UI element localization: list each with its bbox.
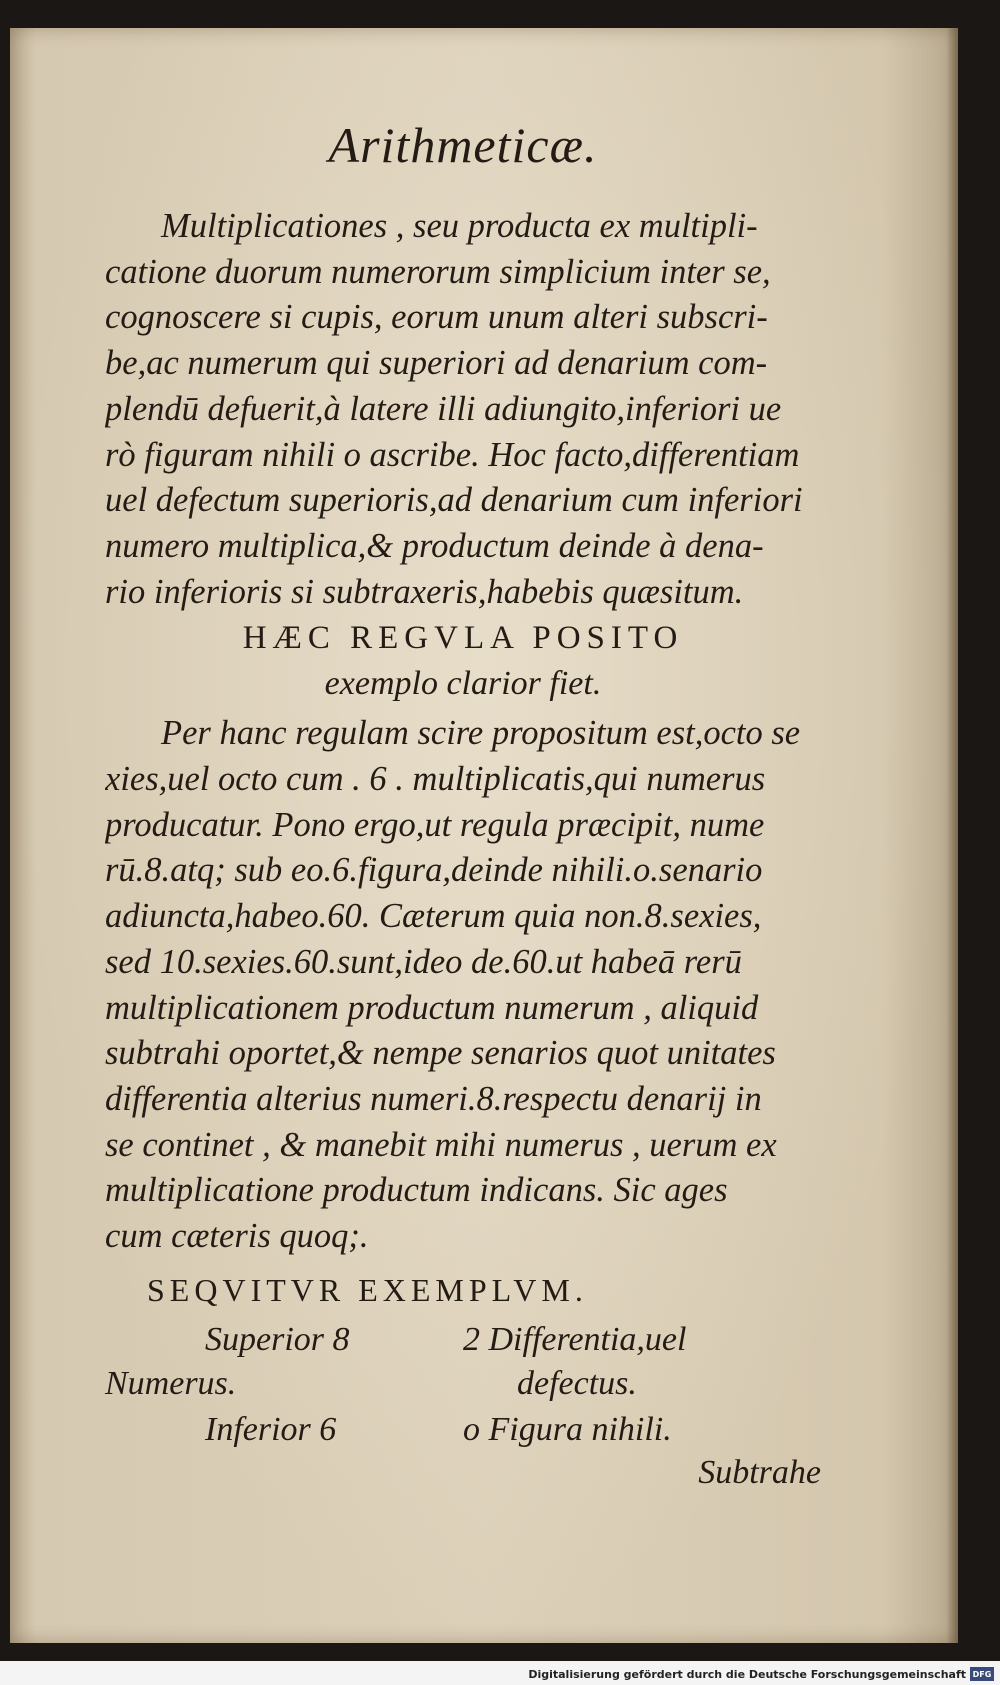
text-line: cum cæteris quoq;. <box>105 1217 369 1256</box>
section-heading: HÆC REGVLA POSITO <box>242 620 684 657</box>
paragraph-2 <box>105 711 821 1259</box>
text-line: rio inferioris si subtraxeris,habebis quæsitum. <box>105 572 744 611</box>
example-defectus: defectus. <box>517 1364 637 1402</box>
catchword: Subtrahe <box>698 1453 821 1491</box>
text-line: subtrahi oportet,& nempe senarios quot unitates <box>105 1034 776 1073</box>
footer-strip <box>0 1661 1000 1685</box>
text-line: rò figuram nihili o ascribe. Hoc facto,differentiam <box>105 435 800 474</box>
text-line: se continet , & manebit mihi numerus , uerum ex <box>105 1125 777 1164</box>
text-line: producatur. Pono ergo,ut regula præcipit, nume <box>105 805 765 844</box>
text-line: numero multiplica,& productum deinde à dena- <box>105 526 764 565</box>
page-edge-shadow <box>946 28 958 1643</box>
text-line: differentia alterius numeri.8.respectu denarij in <box>105 1079 762 1118</box>
text-line: adiuncta,habeo.60. Cæterum quia non.8.sexies, <box>105 897 762 936</box>
text-line: multiplicationem productum numerum , aliquid <box>105 988 759 1027</box>
text-line: sed 10.sexies.60.sunt,ideo de.60.ut habeā rerū <box>105 942 742 981</box>
example-figura: o Figura nihili. <box>463 1410 672 1448</box>
paragraph-1 <box>105 204 821 615</box>
example-heading: SEQVITVR EXEMPLVM. <box>147 1271 588 1308</box>
text-line: be,ac numerum qui superiori ad denarium com- <box>105 344 768 383</box>
text-line: Per hanc regulam scire propositum est,octo se <box>161 714 801 753</box>
book-page <box>10 28 958 1643</box>
text-line: plendū defuerit,à latere illi adiungito,inferiori ue <box>105 389 782 428</box>
section-subheading: exemplo clarior fiet. <box>324 665 602 703</box>
text-line: uel defectum superioris,ad denarium cum inferiori <box>105 481 803 520</box>
dfg-logo-icon <box>970 1667 994 1681</box>
example-numerus: Numerus. <box>105 1364 237 1402</box>
text-line: xies,uel octo cum . 6 . multiplicatis,qui numerus <box>105 760 766 799</box>
dfg-logo-text: DFG <box>972 1669 992 1679</box>
text-line: multiplicatione productum indicans. Sic ages <box>105 1171 728 1210</box>
text-line: Multiplicationes , seu producta ex multipli- <box>161 207 758 245</box>
running-head: Arithmeticæ. <box>328 117 598 173</box>
text-block <box>105 88 821 1504</box>
example-differentia: 2 Differentia,uel <box>463 1320 687 1358</box>
text-line: cognoscere si cupis, eorum unum alteri subscri- <box>105 298 768 337</box>
example-superior: Superior 8 <box>205 1320 350 1358</box>
text-line: catione duorum numerorum simplicium inter se, <box>105 252 771 291</box>
funding-credit: Digitalisierung gefördert durch die Deutsche Forschungsgemeinschaft <box>528 1668 966 1681</box>
example-inferior: Inferior 6 <box>205 1410 337 1448</box>
text-line: rū.8.atq; sub eo.6.figura,deinde nihili.o.senario <box>105 851 763 890</box>
example-layout <box>105 1314 821 1504</box>
